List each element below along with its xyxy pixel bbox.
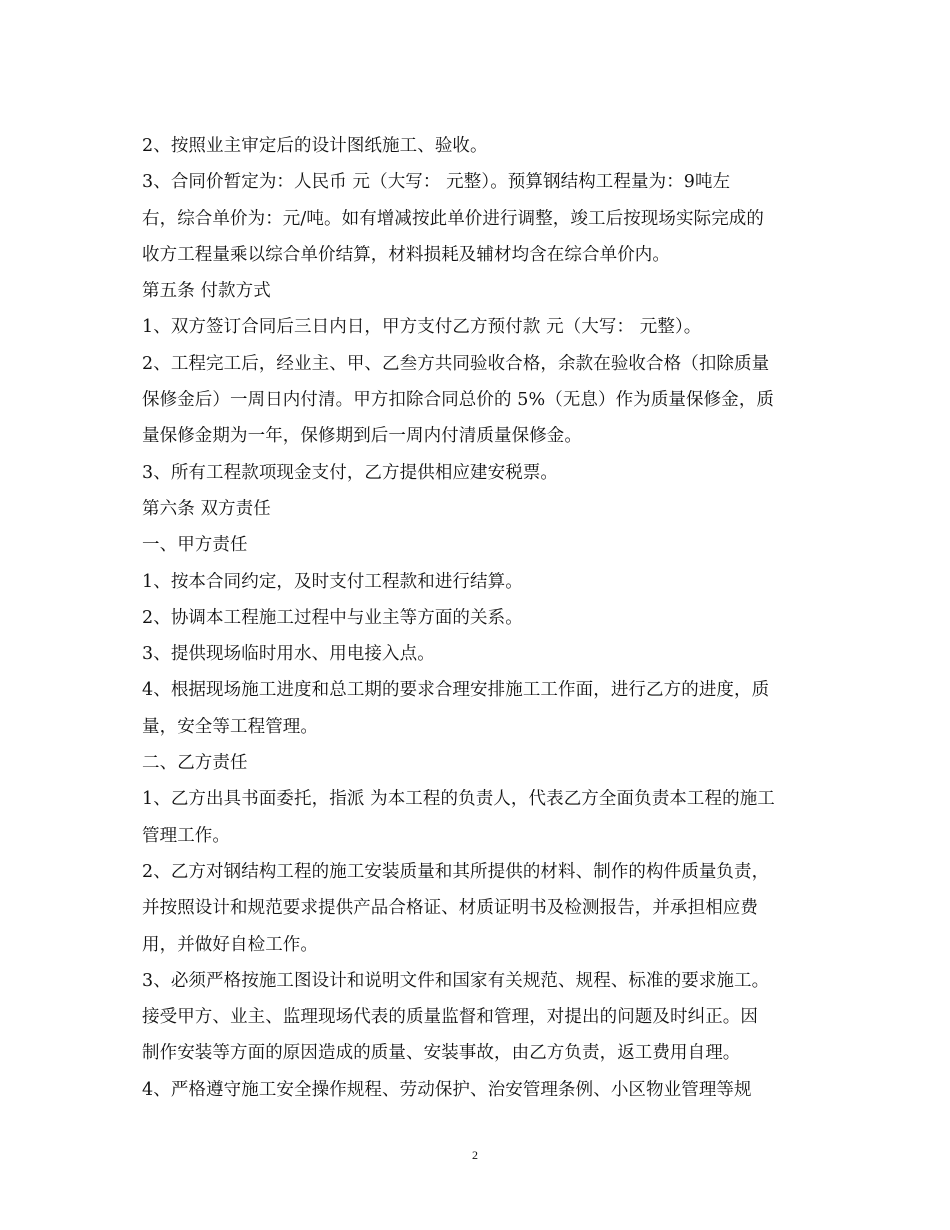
text-line: 制作安装等方面的原因造成的质量、安装事故，由乙方负责，返工费用自理。 <box>142 1043 741 1064</box>
text-line: 3、必须严格按施工图设计和说明文件和国家有关规范、规程、标准的要求施工。 <box>142 970 770 991</box>
text-line: 保修金后）一周日内付清。甲方扣除合同总价的 5%（无息）作为质量保修金，质 <box>142 390 775 411</box>
text-line: 3、提供现场临时用水、用电接入点。 <box>142 644 435 665</box>
text-line: 3、所有工程款项现金支付，乙方提供相应建安税票。 <box>142 462 559 483</box>
text-line: 量，安全等工程管理。 <box>142 716 318 737</box>
text-line: 2、乙方对钢结构工程的施工安装质量和其所提供的材料、制作的构件质量负责， <box>142 861 770 882</box>
page-number: 2 <box>472 1148 478 1162</box>
text-line: 右，综合单价为：元/吨。如有增减按此单价进行调整，竣工后按现场实际完成的 <box>142 208 764 229</box>
text-line: 用，并做好自检工作。 <box>142 934 318 955</box>
text-line: 1、乙方出具书面委托，指派 为本工程的负责人，代表乙方全面负责本工程的施工 <box>142 789 775 810</box>
subsection-heading: 二、乙方责任 <box>142 753 248 774</box>
document-body <box>142 128 812 1108</box>
text-line: 4、严格遵守施工安全操作规程、劳动保护、治安管理条例、小区物业管理等规 <box>142 1079 752 1100</box>
text-line: 1、按本合同约定，及时支付工程款和进行结算。 <box>142 571 523 592</box>
text-line: 管理工作。 <box>142 825 230 846</box>
text-line: 3、合同价暂定为：人民币 元（大写： 元整）。预算钢结构工程量为：9吨左 <box>142 172 731 193</box>
section-heading: 第五条 付款方式 <box>142 281 271 302</box>
text-line: 2、按照业主审定后的设计图纸施工、验收。 <box>142 136 488 156</box>
text-line: 2、工程完工后，经业主、甲、乙叁方共同验收合格，余款在验收合格（扣除质量 <box>142 353 770 374</box>
text-line: 1、双方签订合同后三日内日，甲方支付乙方预付款 元（大写： 元整）。 <box>142 317 702 338</box>
subsection-heading: 一、甲方责任 <box>142 535 248 556</box>
text-line: 2、协调本工程施工过程中与业主等方面的关系。 <box>142 607 523 628</box>
section-heading: 第六条 双方责任 <box>142 498 271 519</box>
text-line: 收方工程量乘以综合单价结算，材料损耗及辅材均含在综合单价内。 <box>142 244 670 265</box>
text-line: 量保修金期为一年，保修期到后一周内付清质量保修金。 <box>142 426 582 447</box>
text-line: 接受甲方、业主、监理现场代表的质量监督和管理，对提出的问题及时纠正。因 <box>142 1007 758 1028</box>
text-line: 4、根据现场施工进度和总工期的要求合理安排施工工作面，进行乙方的进度，质 <box>142 680 770 701</box>
text-line: 并按照设计和规范要求提供产品合格证、材质证明书及检测报告，并承担相应费 <box>142 898 758 919</box>
